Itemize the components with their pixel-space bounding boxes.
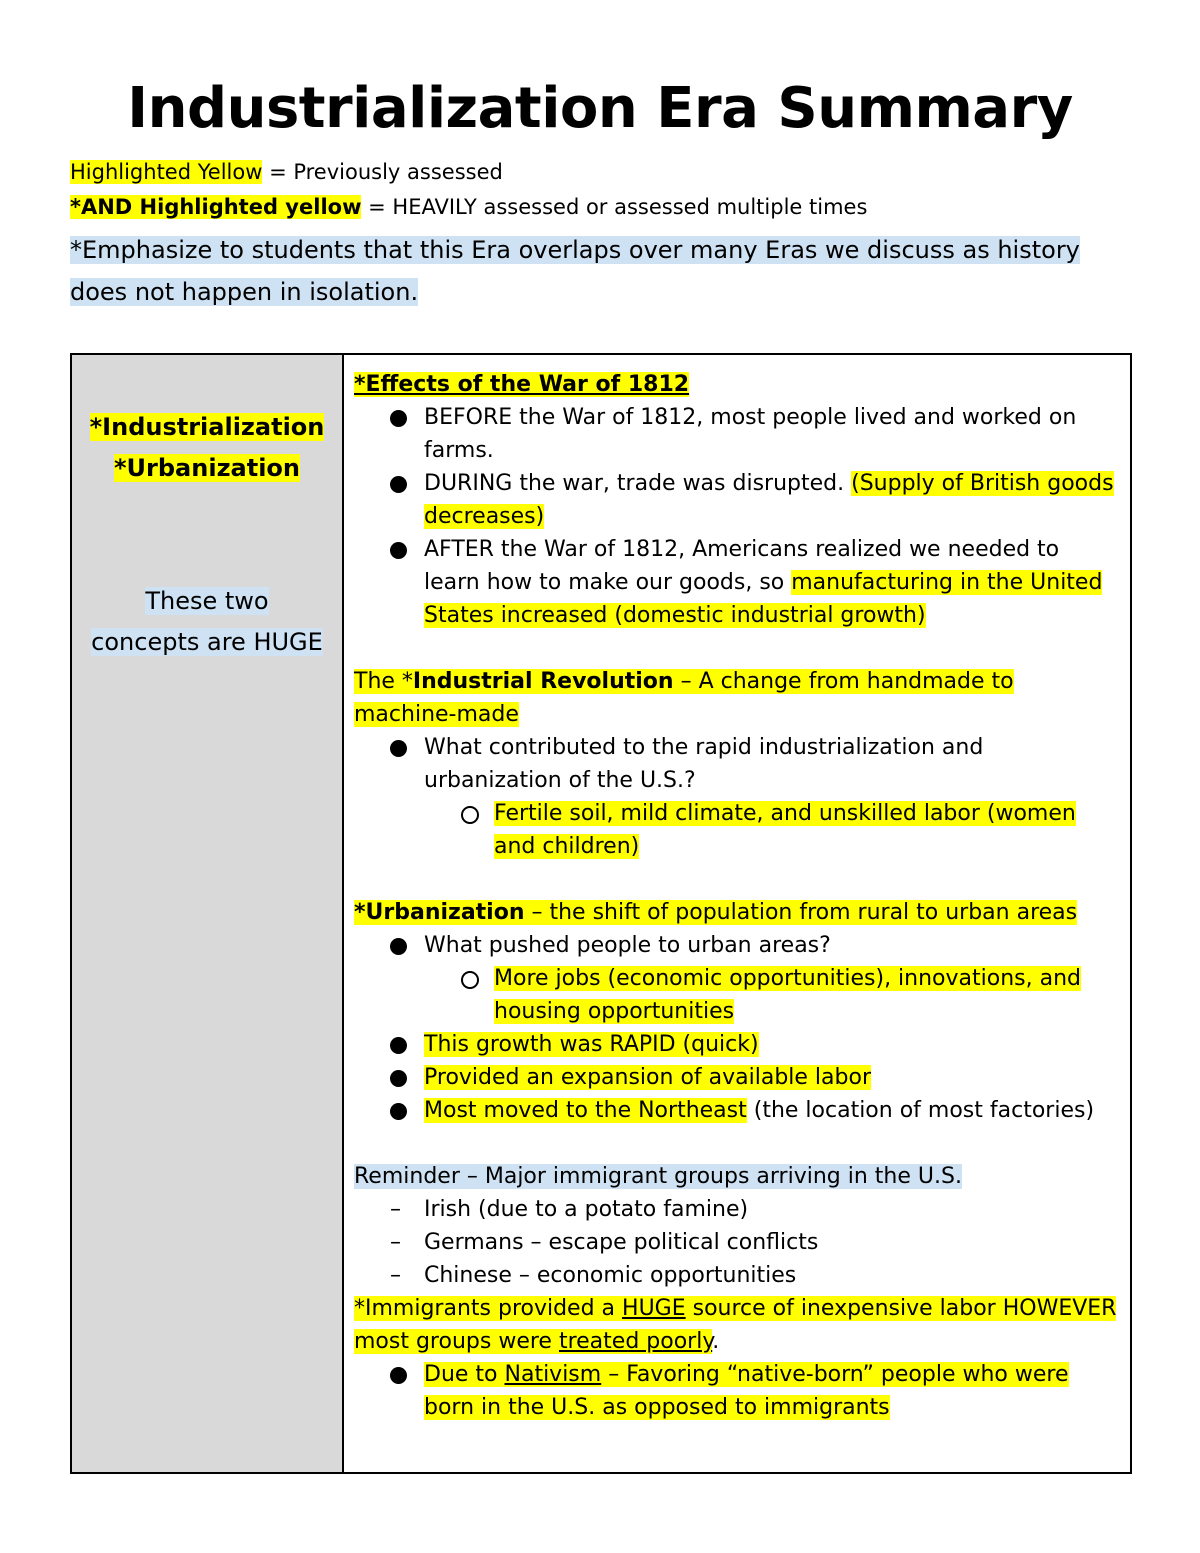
list-item: – Germans – escape political conflicts — [354, 1226, 1120, 1259]
list-item: What contributed to the rapid industrialization and urbanization of the U.S.? — [354, 731, 1120, 797]
list-item: Most moved to the Northeast (the location of most factories) — [354, 1094, 1120, 1127]
urbanization-bullets — [354, 929, 1120, 1127]
topic-note-line: concepts are HUGE — [91, 628, 323, 656]
immigrant-labor-note: *Immigrants provided a HUGE source of inexpensive labor HOWEVER most groups were treated poorly. — [354, 1296, 1117, 1354]
legend-heavily-assessed — [70, 195, 867, 219]
dash-bullet-icon: – — [390, 1197, 401, 1222]
filled-bullet-icon — [390, 1070, 407, 1087]
topic-list — [72, 407, 342, 489]
nativism-bullets — [354, 1358, 1120, 1424]
list-item: Provided an expansion of available labor — [354, 1061, 1120, 1094]
section-heading-war-1812: *Effects of the War of 1812 — [354, 372, 690, 397]
topic-note-line: These two — [145, 587, 269, 615]
emphasis-note — [70, 229, 1130, 313]
list-item: What pushed people to urban areas? — [354, 929, 1120, 962]
dash-bullet-icon: – — [390, 1263, 401, 1288]
summary-table — [70, 353, 1132, 1474]
filled-bullet-icon — [390, 476, 407, 493]
filled-bullet-icon — [390, 740, 407, 757]
topic-cell — [72, 355, 344, 1472]
dash-bullet-icon: – — [390, 1230, 401, 1255]
content-cell — [344, 355, 1130, 1472]
filled-bullet-icon — [390, 1103, 407, 1120]
filled-bullet-icon — [390, 1367, 407, 1384]
legend-highlight-label: Highlighted Yellow — [70, 160, 263, 184]
list-item: More jobs (economic opportunities), innovations, and housing opportunities — [354, 962, 1120, 1028]
legend-previously-assessed — [70, 160, 503, 184]
list-item: DURING the war, trade was disrupted. (Supply of British goods decreases) — [354, 467, 1120, 533]
list-item: BEFORE the War of 1812, most people lived and worked on farms. — [354, 401, 1120, 467]
list-item: This growth was RAPID (quick) — [354, 1028, 1120, 1061]
topic-note — [72, 581, 342, 663]
industrial-bullets — [354, 731, 1120, 863]
topic-urbanization: *Urbanization — [114, 454, 300, 482]
list-item: Due to Nativism – Favoring “native-born” people who were born in the U.S. as opposed to immigrants — [354, 1358, 1120, 1424]
list-item: Fertile soil, mild climate, and unskilled labor (women and children) — [354, 797, 1120, 863]
filled-bullet-icon — [390, 410, 407, 427]
page-title: Industrialization Era Summary — [127, 76, 1073, 141]
section-heading-industrial-revolution: The *Industrial Revolution – A change from handmade to machine-made — [354, 669, 1014, 727]
filled-bullet-icon — [390, 938, 407, 955]
filled-bullet-icon — [390, 1037, 407, 1054]
immigrant-reminder: Reminder – Major immigrant groups arriving in the U.S. — [354, 1164, 962, 1189]
legend-description: = HEAVILY assessed or assessed multiple times — [361, 195, 868, 219]
list-item: – Irish (due to a potato famine) — [354, 1193, 1120, 1226]
filled-bullet-icon — [390, 542, 407, 559]
war-bullets — [354, 401, 1120, 632]
list-item: AFTER the War of 1812, Americans realized we needed to learn how to make our goods, so manufacturing in the United States increased (domestic industrial growth) — [354, 533, 1120, 632]
legend-description: = Previously assessed — [262, 160, 503, 184]
section-heading-urbanization: *Urbanization – the shift of population from rural to urban areas — [354, 900, 1078, 925]
emphasis-text: *Emphasize to students that this Era overlaps over many Eras we discuss as history does not happen in isolation. — [70, 236, 1080, 306]
legend-highlight-label: *AND Highlighted yellow — [70, 195, 362, 219]
list-item: – Chinese – economic opportunities — [354, 1259, 1120, 1292]
topic-industrialization: *Industrialization — [89, 413, 325, 441]
immigrant-groups — [354, 1193, 1120, 1292]
hollow-bullet-icon — [461, 971, 479, 989]
hollow-bullet-icon — [461, 806, 479, 824]
